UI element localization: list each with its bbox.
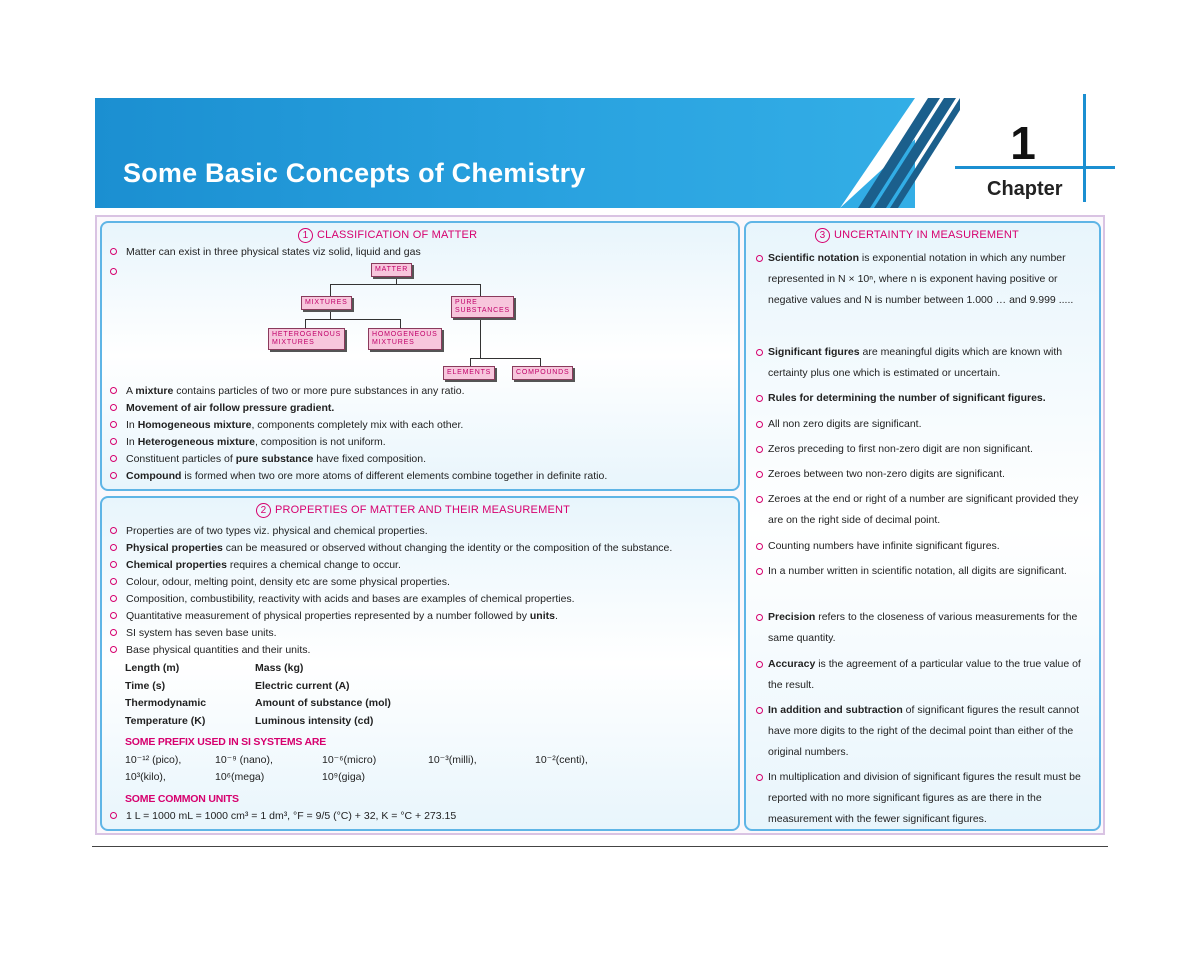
- page-divider: [92, 846, 1108, 847]
- bullet-icon: [756, 471, 763, 478]
- section-number-badge: 2: [256, 503, 271, 518]
- bullet-icon: [756, 774, 763, 781]
- tree-node-homogeneous: HOMOGENEOUS MIXTURES: [368, 328, 442, 350]
- prefix-cell: 10⁻¹² (pico),: [125, 754, 182, 766]
- list-item: Counting numbers have infinite significant figures.: [756, 536, 1096, 557]
- list-item: Chemical properties requires a chemical change to occur.: [110, 559, 401, 572]
- chapter-divider: [1083, 94, 1086, 202]
- chapter-header: [95, 98, 1105, 208]
- bullet-icon: [756, 446, 763, 453]
- tree-node-matter: MATTER: [371, 263, 412, 277]
- bullet-icon: [756, 349, 763, 356]
- unit-cell: Length (m): [125, 662, 180, 674]
- bullet-icon: [756, 395, 763, 402]
- list-item: Significant figures are meaningful digits which are known with certainty plus one which is estimated or uncertain.: [756, 342, 1096, 384]
- bullet-icon: [110, 544, 117, 551]
- bullet-icon: [110, 612, 117, 619]
- prefix-cell: 10⁻⁹ (nano),: [215, 754, 273, 766]
- list-item: Properties are of two types viz. physical and chemical properties.: [110, 525, 428, 538]
- bullet-icon: [110, 527, 117, 534]
- bullet-icon: [110, 812, 117, 819]
- section-number-badge: 3: [815, 228, 830, 243]
- section-title-text: PROPERTIES OF MATTER AND THEIR MEASUREMENT: [275, 504, 571, 516]
- bullet-icon: [110, 455, 117, 462]
- list-item: SI system has seven base units.: [110, 627, 277, 640]
- list-item-text: Matter can exist in three physical states viz solid, liquid and gas: [126, 246, 421, 258]
- prefix-cell: 10³(kilo),: [125, 771, 166, 783]
- list-item: Zeroes between two non-zero digits are significant.: [756, 464, 1096, 485]
- bullet-icon: [756, 496, 763, 503]
- section-3-title: [815, 228, 1019, 243]
- prefix-cell: 10⁻⁶(micro): [322, 754, 377, 766]
- common-units-heading: SOME COMMON UNITS: [125, 793, 239, 805]
- bullet-icon: [110, 629, 117, 636]
- stripes-decoration: [840, 98, 960, 208]
- list-item: In addition and subtraction of significant figures the result cannot have more digits to the right of the decimal point than either of the original numbers.: [756, 700, 1096, 763]
- chapter-number: 1: [1010, 117, 1036, 169]
- unit-cell: Temperature (K): [125, 715, 206, 727]
- prefix-cell: 10⁶(mega): [215, 771, 265, 783]
- unit-cell: Electric current (A): [255, 680, 350, 692]
- unit-cell: Time (s): [125, 680, 166, 692]
- section-title-text: CLASSIFICATION OF MATTER: [317, 229, 478, 241]
- list-item: In Heterogeneous mixture, composition is not uniform.: [110, 436, 386, 449]
- list-item: Precision refers to the closeness of various measurements for the same quantity.: [756, 607, 1096, 649]
- list-item: Composition, combustibility, reactivity with acids and bases are examples of chemical properties.: [110, 593, 575, 606]
- list-item: Accuracy is the agreement of a particular value to the true value of the result.: [756, 654, 1096, 696]
- tree-node-heterogeneous: HETEROGENOUS MIXTURES: [268, 328, 345, 350]
- section-2-title: [256, 503, 570, 518]
- list-item: A mixture contains particles of two or more pure substances in any ratio.: [110, 385, 465, 398]
- page-title: Some Basic Concepts of Chemistry: [123, 158, 586, 188]
- bullet-icon: [110, 248, 117, 255]
- header-banner: [95, 98, 915, 208]
- list-item: In a number written in scientific notation, all digits are significant.: [756, 561, 1096, 582]
- list-item: Zeroes at the end or right of a number are significant provided they are on the right side of decimal point.: [756, 489, 1096, 531]
- bullet-icon: [110, 578, 117, 585]
- list-item: [110, 266, 126, 279]
- bullet-icon: [756, 661, 763, 668]
- section-title-text: UNCERTAINTY IN MEASUREMENT: [834, 229, 1019, 241]
- bullet-icon: [110, 404, 117, 411]
- bullet-icon: [110, 472, 117, 479]
- prefix-cell: 10⁻³(milli),: [428, 754, 477, 766]
- list-item: In multiplication and division of significant figures the result must be reported with no more significant figures as are there in the measurement with the fewer significant figures.: [756, 767, 1096, 830]
- chapter-label: Chapter: [987, 178, 1063, 200]
- bullet-icon: [110, 561, 117, 568]
- bullet-icon: [756, 568, 763, 575]
- tree-node-compounds: COMPOUNDS: [512, 366, 573, 380]
- bullet-icon: [756, 707, 763, 714]
- unit-cell: Luminous intensity (cd): [255, 715, 374, 727]
- unit-cell: Amount of substance (mol): [255, 697, 391, 709]
- list-item: Quantitative measurement of physical properties represented by a number followed by units.: [110, 610, 558, 623]
- list-item: All non zero digits are significant.: [756, 414, 1096, 435]
- prefix-heading: SOME PREFIX USED IN SI SYSTEMS ARE: [125, 736, 327, 748]
- tree-node-pure-substances: PURE SUBSTANCES: [451, 296, 514, 318]
- list-item: Constituent particles of pure substance have fixed composition.: [110, 453, 426, 466]
- list-item: Colour, odour, melting point, density etc are some physical properties.: [110, 576, 450, 589]
- unit-cell: Thermodynamic: [125, 697, 207, 709]
- prefix-cell: 10⁹(giga): [322, 771, 366, 783]
- prefix-cell: 10⁻²(centi),: [535, 754, 588, 766]
- bullet-icon: [110, 387, 117, 394]
- list-item: Compound is formed when two ore more atoms of different elements combine together in definite ratio.: [110, 470, 607, 483]
- bullet-icon: [110, 595, 117, 602]
- section-number-badge: 1: [298, 228, 313, 243]
- list-item: 1 L = 1000 mL = 1000 cm³ = 1 dm³, °F = 9/5 (°C) + 32, K = °C + 273.15: [110, 810, 456, 823]
- list-item: Rules for determining the number of significant figures.: [756, 388, 1096, 409]
- bullet-icon: [756, 543, 763, 550]
- bullet-icon: [110, 421, 117, 428]
- bullet-icon: [756, 421, 763, 428]
- bullet-icon: [756, 255, 763, 262]
- unit-cell: Mass (kg): [255, 662, 304, 674]
- bullet-icon: [110, 646, 117, 653]
- list-item: In Homogeneous mixture, components completely mix with each other.: [110, 419, 463, 432]
- list-item: Base physical quantities and their units.: [110, 644, 310, 657]
- bullet-icon: [110, 268, 117, 275]
- bullet-icon: [756, 614, 763, 621]
- list-item: Scientific notation is exponential notation in which any number represented in N × 10ⁿ, where n is exponent having positive or negative values and N is number between 1.000 … and 9.999 .....: [756, 248, 1096, 311]
- list-item: Movement of air follow pressure gradient.: [110, 402, 334, 415]
- section-1-title: [298, 228, 477, 243]
- list-item: Zeros preceding to first non-zero digit are non significant.: [756, 439, 1096, 460]
- list-item: [110, 246, 421, 259]
- section-classification: [100, 221, 740, 491]
- list-item: Physical properties can be measured or observed without changing the identity or the composition of the substance.: [110, 542, 672, 555]
- bullet-icon: [110, 438, 117, 445]
- tree-node-mixtures: MIXTURES: [301, 296, 352, 310]
- tree-node-elements: ELEMENTS: [443, 366, 495, 380]
